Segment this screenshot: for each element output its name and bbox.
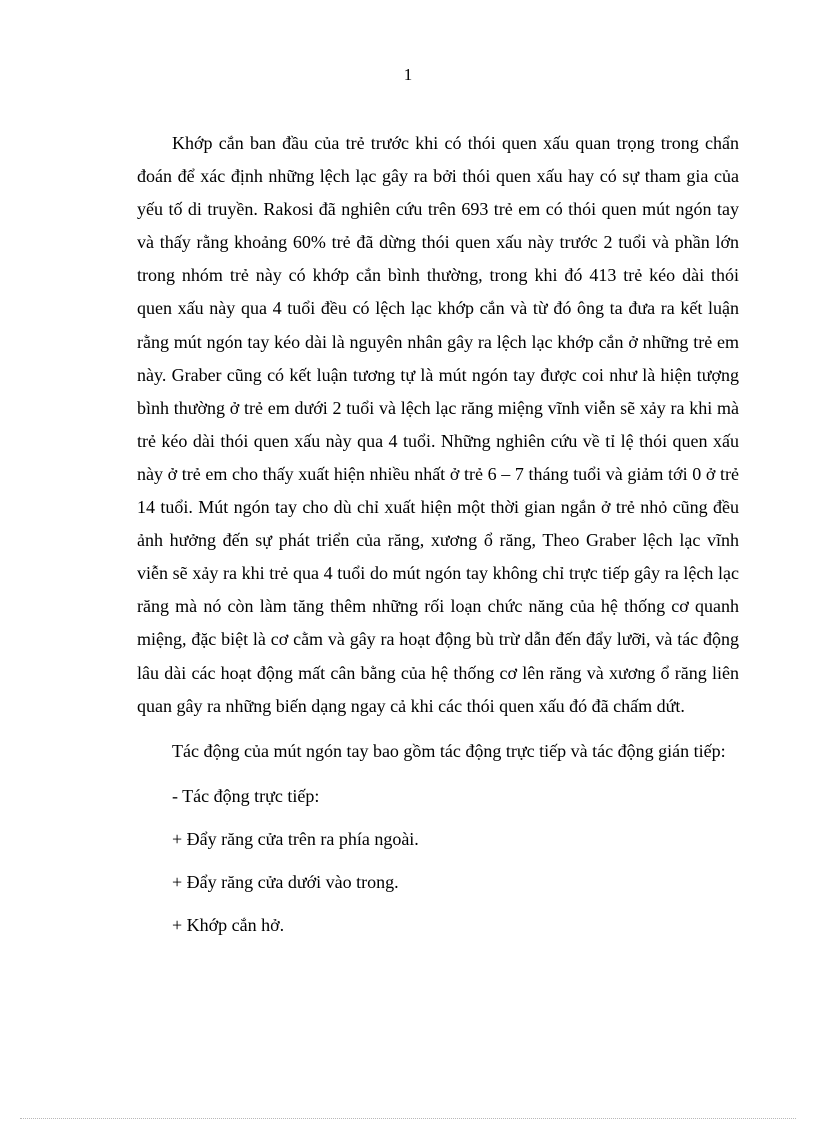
list-item-direct-effects: - Tác động trực tiếp:	[172, 785, 320, 806]
page-bottom-divider	[20, 1118, 796, 1119]
document-body	[137, 127, 739, 952]
page-number: 1	[403, 65, 413, 84]
list-item-upper-incisors: + Đẩy răng cửa trên ra phía ngoài.	[172, 828, 419, 849]
list-item-lower-incisors: + Đẩy răng cửa dưới vào trong.	[172, 871, 399, 892]
paragraph-1: Khớp cắn ban đầu của trẻ trước khi có thói quen xấu quan trọng trong chẩn đoán để xác định những lệch lạc gây ra bởi thói quen xấu hay có sự tham gia của yếu tố di truyền. Rakosi đã nghiên cứu trên 693 trẻ em có thói quen mút ngón tay và thấy rằng khoảng 60% trẻ đã dừng thói quen xấu này trước 2 tuổi và phần lớn trong nhóm trẻ này có khớp cắn bình thường, trong khi đó 413 trẻ kéo dài thói quen xấu này qua 4 tuổi đều có lệch lạc khớp cắn và từ đó ông ta đưa ra kết luận rằng mút ngón tay kéo dài là nguyên nhân gây ra lệch lạc khớp cắn ở những trẻ em này. Graber cũng có kết luận tương tự là mút ngón tay được coi như là hiện tượng bình thường ở trẻ em dưới 2 tuổi và lệch lạc răng miệng vĩnh viễn sẽ xảy ra khi mà trẻ kéo dài thói quen xấu này qua 4 tuổi. Những nghiên cứu về tỉ lệ thói quen xấu này ở trẻ em cho thấy xuất hiện nhiều nhất ở trẻ 6 – 7 tháng tuổi và giảm tới 0 ở trẻ 14 tuổi. Mút ngón tay cho dù chỉ xuất hiện một thời gian ngắn ở trẻ nhỏ cũng đều ảnh hưởng đến sự phát triển của răng, xương ổ răng, Theo Graber lệch lạc vĩnh viễn sẽ xảy ra khi trẻ qua 4 tuổi do mút ngón tay không chỉ trực tiếp gây ra lệch lạc răng mà nó còn làm tăng thêm những rối loạn chức năng của hệ thống cơ quanh miệng, đặc biệt là cơ cằm và gây ra hoạt động bù trừ dẫn đến đẩy lưỡi, và tác động lâu dài các hoạt động mất cân bằng của hệ thống cơ lên răng và xương ổ răng liên quan gây ra những biến dạng ngay cả khi các thói quen xấu đó đã chấm dứt.	[137, 133, 739, 716]
paragraph-2: Tác động của mút ngón tay bao gồm tác động trực tiếp và tác động gián tiếp:	[172, 740, 726, 761]
list-item-open-bite: + Khớp cắn hở.	[172, 915, 285, 936]
